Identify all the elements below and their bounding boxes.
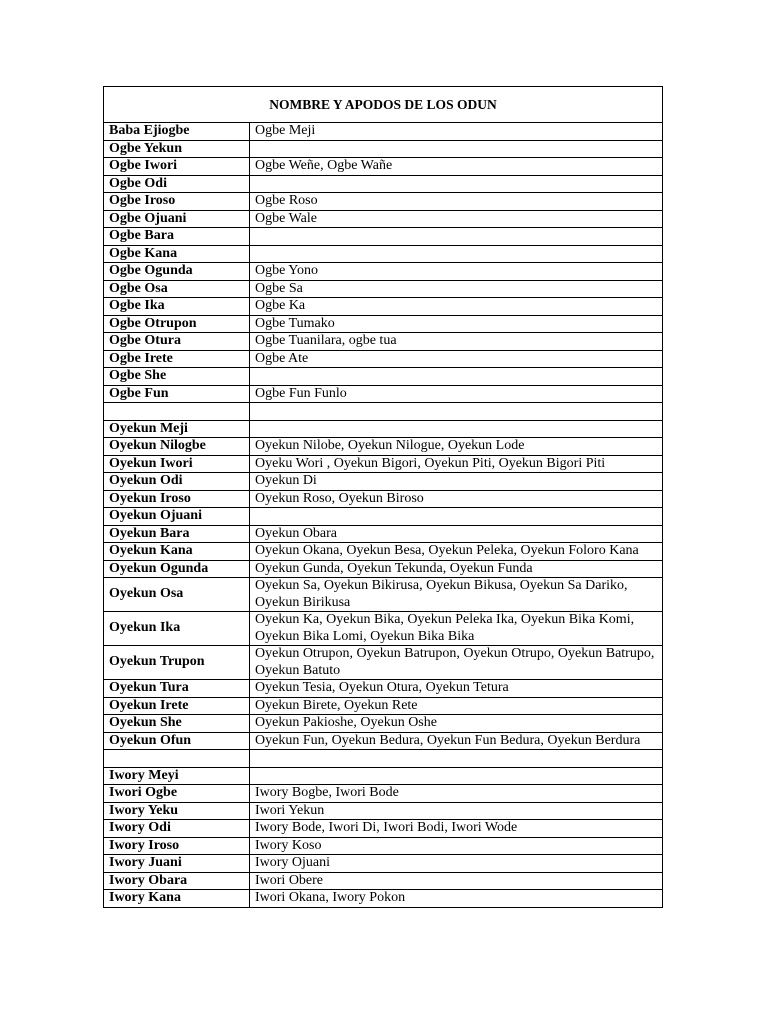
odun-nicknames-cell: Oyekun Nilobe, Oyekun Nilogue, Oyekun Lode [250,438,663,456]
odun-name-cell: Iwory Juani [104,855,250,873]
odun-nicknames-cell: Iwory Bogbe, Iwori Bode [250,785,663,803]
table-row [104,560,663,578]
odun-name-cell: Ogbe Ika [104,298,250,316]
odun-nicknames-cell: Iwori Yekun [250,802,663,820]
odun-name-cell: Iwory Yeku [104,802,250,820]
odun-name-cell: Ogbe She [104,368,250,386]
table-row [104,385,663,403]
table-row [104,697,663,715]
table-row [104,837,663,855]
table-body [104,87,663,908]
table-row [104,646,663,680]
odun-nicknames-cell: Oyekun Fun, Oyekun Bedura, Oyekun Fun Bedura, Oyekun Berdura [250,732,663,750]
odun-name-cell: Oyekun Iroso [104,490,250,508]
odun-nicknames-cell: Iwori Okana, Iwory Pokon [250,890,663,908]
odun-name-cell: Ogbe Yekun [104,140,250,158]
table-row [104,508,663,526]
odun-name-cell: Iwory Kana [104,890,250,908]
table-row [104,140,663,158]
odun-nicknames-cell: Oyekun Sa, Oyekun Bikirusa, Oyekun Bikusa, Oyekun Sa Dariko, Oyekun Birikusa [250,578,663,612]
odun-name-cell: Ogbe Iroso [104,193,250,211]
table-row [104,473,663,491]
odun-nicknames-cell [250,750,663,768]
odun-name-cell [104,750,250,768]
table-row [104,732,663,750]
odun-name-cell: Oyekun Bara [104,525,250,543]
odun-nicknames-cell [250,175,663,193]
odun-nicknames-cell: Oyekun Ka, Oyekun Bika, Oyekun Peleka Ika, Oyekun Bika Komi, Oyekun Bika Lomi, Oyekun Bika Bika [250,612,663,646]
odun-name-cell: Ogbe Ojuani [104,210,250,228]
table-row [104,263,663,281]
odun-nicknames-cell: Oyekun Tesia, Oyekun Otura, Oyekun Tetura [250,680,663,698]
odun-nicknames-cell: Oyekun Gunda, Oyekun Tekunda, Oyekun Funda [250,560,663,578]
table-title: NOMBRE Y APODOS DE LOS ODUN [104,87,663,123]
table-row [104,715,663,733]
odun-nicknames-cell: Oyekun Otrupon, Oyekun Batrupon, Oyekun Otrupo, Oyekun Batrupo, Oyekun Batuto [250,646,663,680]
table-row [104,820,663,838]
odun-nicknames-cell: Ogbe Wale [250,210,663,228]
odun-name-cell: Ogbe Ogunda [104,263,250,281]
odun-name-cell: Oyekun Trupon [104,646,250,680]
odun-nicknames-cell: Oyekun Okana, Oyekun Besa, Oyekun Peleka, Oyekun Foloro Kana [250,543,663,561]
odun-name-cell: Iwory Odi [104,820,250,838]
table-row [104,245,663,263]
odun-nicknames-cell: Ogbe Tuanilara, ogbe tua [250,333,663,351]
odun-name-cell: Iwory Meyi [104,767,250,785]
odun-name-cell: Baba Ejiogbe [104,123,250,141]
table-row [104,403,663,421]
odun-nicknames-cell [250,368,663,386]
odun-name-cell: Ogbe Osa [104,280,250,298]
table-title-row [104,87,663,123]
table-row [104,368,663,386]
odun-nicknames-cell: Ogbe Weñe, Ogbe Wañe [250,158,663,176]
odun-name-cell: Ogbe Iwori [104,158,250,176]
odun-nicknames-cell [250,767,663,785]
odun-nicknames-cell: Ogbe Meji [250,123,663,141]
odun-name-cell [104,403,250,421]
table-row [104,298,663,316]
table-row [104,123,663,141]
table-row [104,750,663,768]
table-row [104,802,663,820]
table-row [104,315,663,333]
table-row [104,193,663,211]
odun-name-cell: Ogbe Otrupon [104,315,250,333]
odun-name-cell: Iwory Obara [104,872,250,890]
odun-nicknames-cell: Iwori Obere [250,872,663,890]
odun-nicknames-cell: Oyekun Pakioshe, Oyekun Oshe [250,715,663,733]
table-row [104,158,663,176]
odun-nicknames-cell [250,508,663,526]
odun-nicknames-cell: Oyekun Roso, Oyekun Biroso [250,490,663,508]
odun-name-cell: Oyekun Iwori [104,455,250,473]
odun-nicknames-cell: Iwory Koso [250,837,663,855]
odun-nicknames-cell: Ogbe Yono [250,263,663,281]
odun-nicknames-cell [250,245,663,263]
table-row [104,438,663,456]
table-row [104,350,663,368]
odun-name-cell: Iwori Ogbe [104,785,250,803]
table-row [104,228,663,246]
table-row [104,872,663,890]
odun-name-cell: Oyekun Ika [104,612,250,646]
table-row [104,785,663,803]
table-row [104,767,663,785]
table-row [104,680,663,698]
odun-name-cell: Iwory Iroso [104,837,250,855]
odun-nicknames-cell: Ogbe Tumako [250,315,663,333]
table-row [104,210,663,228]
odun-nicknames-cell: Ogbe Fun Funlo [250,385,663,403]
odun-nicknames-cell: Oyeku Wori , Oyekun Bigori, Oyekun Piti, Oyekun Bigori Piti [250,455,663,473]
table-row [104,420,663,438]
odun-name-cell: Ogbe Otura [104,333,250,351]
table-row [104,543,663,561]
odun-nicknames-cell [250,228,663,246]
odun-name-cell: Ogbe Fun [104,385,250,403]
table-row [104,280,663,298]
odun-name-cell: Oyekun Tura [104,680,250,698]
table-row [104,175,663,193]
odun-name-cell: Oyekun Ojuani [104,508,250,526]
odun-name-cell: Oyekun Kana [104,543,250,561]
odun-name-cell: Oyekun Irete [104,697,250,715]
table-row [104,490,663,508]
table-row [104,455,663,473]
odun-name-cell: Ogbe Bara [104,228,250,246]
odun-nicknames-cell [250,420,663,438]
odun-nicknames-cell: Oyekun Obara [250,525,663,543]
odun-nicknames-cell [250,403,663,421]
odun-name-cell: Oyekun Osa [104,578,250,612]
odun-name-cell: Ogbe Kana [104,245,250,263]
table-row [104,855,663,873]
odun-name-cell: Ogbe Irete [104,350,250,368]
table-row [104,612,663,646]
odun-nicknames-cell: Iwory Ojuani [250,855,663,873]
odun-nicknames-cell: Ogbe Roso [250,193,663,211]
odun-name-cell: Oyekun Meji [104,420,250,438]
odun-name-cell: Oyekun Ogunda [104,560,250,578]
odun-name-cell: Oyekun She [104,715,250,733]
odun-nicknames-cell: Oyekun Di [250,473,663,491]
odun-name-cell: Ogbe Odi [104,175,250,193]
odun-name-cell: Oyekun Nilogbe [104,438,250,456]
odun-nicknames-cell: Iwory Bode, Iwori Di, Iwori Bodi, Iwori Wode [250,820,663,838]
table-row [104,525,663,543]
odun-nicknames-cell: Ogbe Ka [250,298,663,316]
table-row [104,333,663,351]
odun-name-cell: Oyekun Ofun [104,732,250,750]
odun-nicknames-cell: Oyekun Birete, Oyekun Rete [250,697,663,715]
odun-nicknames-cell: Ogbe Ate [250,350,663,368]
odun-nicknames-cell: Ogbe Sa [250,280,663,298]
table-row [104,890,663,908]
odun-names-table [103,86,663,908]
odun-name-cell: Oyekun Odi [104,473,250,491]
odun-nicknames-cell [250,140,663,158]
table-row [104,578,663,612]
